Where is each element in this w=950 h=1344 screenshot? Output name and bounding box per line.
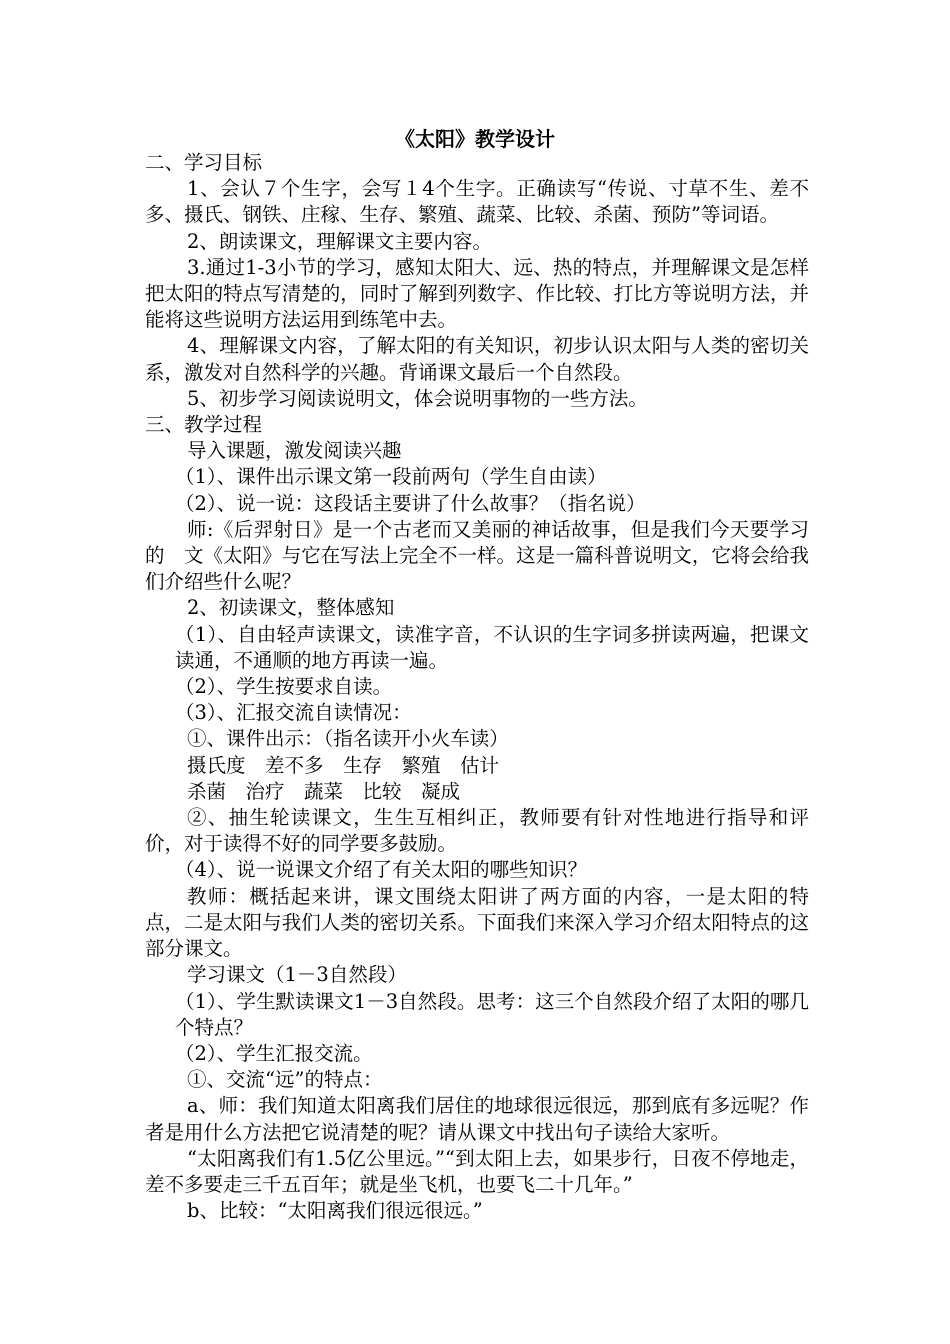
document-title: 《太阳》教学设计 [395, 127, 555, 151]
paragraph: 4、理解课文内容，了解太阳的有关知识，初步认识太阳与人类的密切关系，激发对自然科学的兴趣。背诵课文最后一个自然段。 [145, 334, 809, 384]
paragraph: ②、抽生轮读课文，生生互相纠正，教师要有针对性地进行指导和评价，对于读得不好的同学要多鼓励。 [145, 806, 809, 856]
paragraph: 师:《后羿射日》是一个古老而又美丽的神话故事，但是我们今天要学习的 文《太阳》与它在写法上完全不一样。这是一篇科普说明文，它将会给我们介绍些什么呢？ [145, 517, 809, 594]
paragraph: 学习课文（1－3自然段） [187, 963, 407, 987]
paragraph: 5、初步学习阅读说明文，体会说明事物的一些方法。 [187, 386, 648, 410]
document-body [145, 150, 809, 1224]
paragraph: 1、会认７个生字，会写１4个生字。正确读写“传说、寸草不生、差不多、摄氏、钢铁、庄稼、生存、繁殖、蔬菜、比较、杀菌、预防”等词语。 [145, 177, 809, 227]
paragraph: “太阳离我们有1.5亿公里远。”“到太阳上去，如果步行，日夜不停地走，差不多要走三千五百年；就是坐飞机，也要飞二十几年。” [145, 1146, 809, 1196]
paragraph: （2）、学生按要求自读。 [175, 675, 393, 699]
paragraph: 2、朗读课文，理解课文主要内容。 [187, 229, 492, 253]
paragraph: （1）、学生默读课文1－3自然段。思考：这三个自然段介绍了太阳的哪几个特点？ [175, 989, 809, 1039]
paragraph: b、比较：“太阳离我们很远很远。” [187, 1199, 483, 1223]
paragraph: 杀菌 治疗 蔬菜 比较 凝成 [187, 779, 461, 803]
paragraph: （1）、课件出示课文第一段前两句（学生自由读） [175, 465, 607, 489]
paragraph: （3）、汇报交流自读情况： [175, 701, 412, 725]
paragraph: 导入课题，激发阅读兴趣 [187, 439, 402, 463]
paragraph: 3.通过1-3小节的学习，感知太阳大、远、热的特点，并理解课文是怎样把太阳的特点写清楚的，同时了解到列数字、作比较、打比方等说明方法，并能将这些说明方法运用到练笔中去。 [145, 255, 809, 332]
paragraph: （4）、说一说课文介绍了有关太阳的哪些知识？ [175, 858, 588, 882]
paragraph: 摄氏度 差不多 生存 繁殖 估计 [187, 753, 500, 777]
paragraph: a、师：我们知道太阳离我们居住的地球很远很远，那到底有多远呢？作者是用什么方法把它说清楚的呢？请从课文中找出句子读给大家听。 [145, 1094, 809, 1144]
section-heading: 二、学习目标 [145, 151, 263, 174]
section-heading: 三、教学过程 [145, 413, 263, 437]
paragraph: （2）、说一说：这段话主要讲了什么故事？（指名说） [175, 491, 646, 515]
paragraph: （1）、自由轻声读课文，读准字音，不认识的生字词多拼读两遍，把课文读通，不通顺的地方再读一遍。 [175, 622, 809, 672]
paragraph: ①、课件出示：（指名读开小火车读） [187, 727, 509, 751]
paragraph: ①、交流“远”的特点： [187, 1068, 383, 1092]
paragraph: 2、初读课文，整体感知 [187, 596, 395, 620]
paragraph: （2）、学生汇报交流。 [175, 1041, 373, 1065]
paragraph: 教师：概括起来讲，课文围绕太阳讲了两方面的内容，一是太阳的特点，二是太阳与我们人类的密切关系。下面我们来深入学习介绍太阳特点的这部分课文。 [145, 884, 809, 961]
